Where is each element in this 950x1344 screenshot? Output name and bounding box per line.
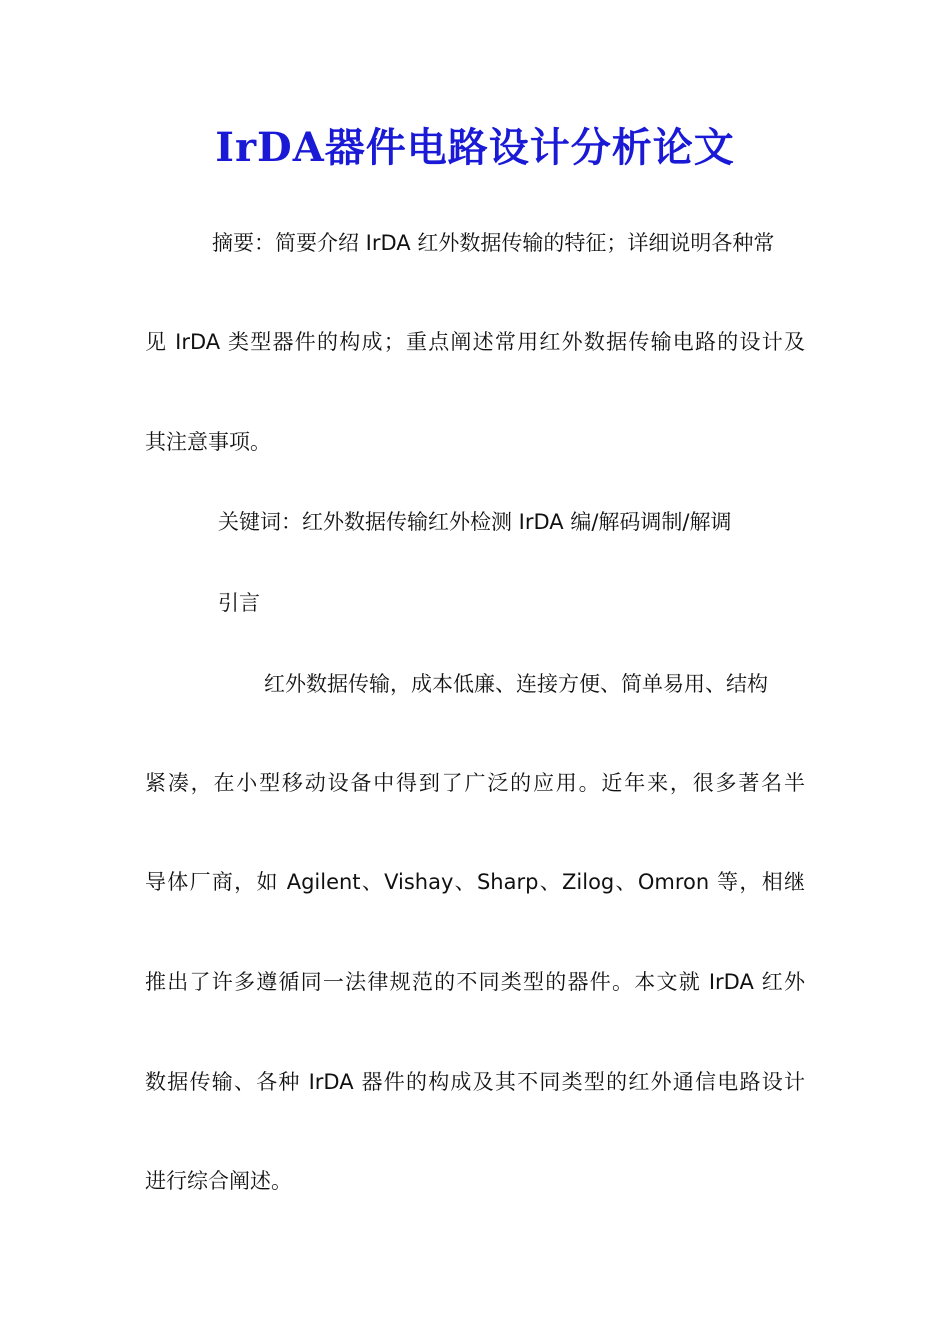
intro-line-6: 进行综合阐述。	[145, 1169, 292, 1193]
abstract-line-2: 见 IrDA 类型器件的构成；重点阐述常用红外数据传输电路的设计及	[145, 330, 805, 354]
document-title: IrDA器件电路设计分析论文	[215, 124, 735, 171]
intro-line-5: 数据传输、各种 IrDA 器件的构成及其不同类型的红外通信电路设计	[145, 1070, 805, 1094]
abstract-line-3: 其注意事项。	[145, 430, 271, 454]
section-heading: 引言	[218, 591, 260, 615]
keywords-line: 关键词：红外数据传输红外检测 IrDA 编/解码调制/解调	[218, 510, 732, 534]
abstract-line-1: 摘要：简要介绍 IrDA 红外数据传输的特征；详细说明各种常	[212, 231, 775, 255]
intro-line-4: 推出了许多遵循同一法律规范的不同类型的器件。本文就 IrDA 红外	[145, 970, 805, 994]
intro-line-2: 紧凑，在小型移动设备中得到了广泛的应用。近年来，很多著名半	[145, 771, 805, 795]
intro-line-1: 红外数据传输，成本低廉、连接方便、简单易用、结构	[264, 672, 768, 696]
intro-line-3: 导体厂商，如 Agilent、Vishay、Sharp、Zilog、Omron 等，相继	[145, 870, 805, 894]
